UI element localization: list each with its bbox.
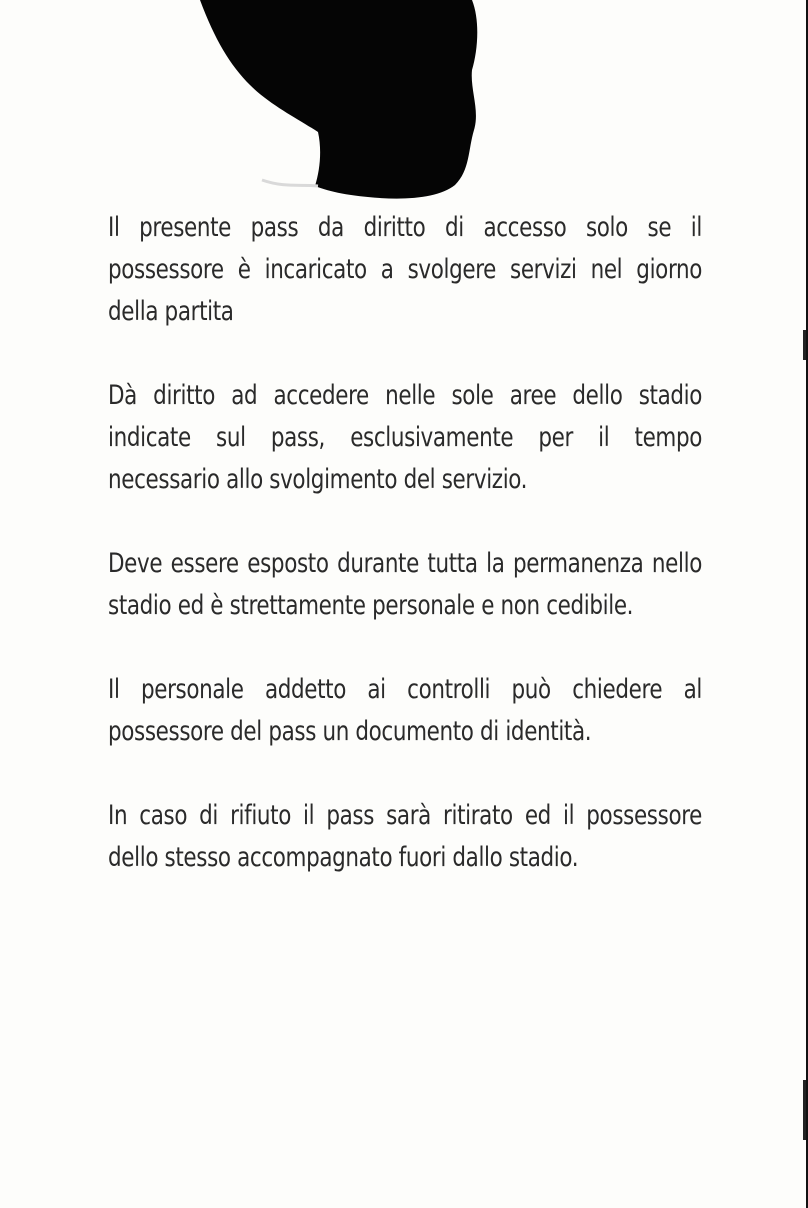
paragraph-display-pass: Deve essere esposto durante tutta la permanenza nello stadio ed è strettamente personale e non cedibile. xyxy=(108,548,702,621)
edge-mark xyxy=(803,330,806,360)
paragraph-refusal: In caso di rifiuto il pass sarà ritirato ed il possessore dello stesso accompagnato fuori dallo stadio. xyxy=(108,800,702,873)
edge-mark xyxy=(803,1080,806,1140)
paragraph-identity-check: Il personale addetto ai controlli può chiedere al possessore del pass un documento di identità. xyxy=(108,674,702,747)
terms-text xyxy=(108,207,702,921)
paragraph-access-right: Il presente pass da diritto di accesso solo se il possessore è incaricato a svolgere servizi nel giorno della partita xyxy=(108,212,702,327)
paragraph-allowed-areas: Dà diritto ad accedere nelle sole aree dello stadio indicate sul pass, esclusivamente per il tempo necessario allo svolgimento del servizio. xyxy=(108,380,702,495)
punch-hole xyxy=(0,0,808,220)
